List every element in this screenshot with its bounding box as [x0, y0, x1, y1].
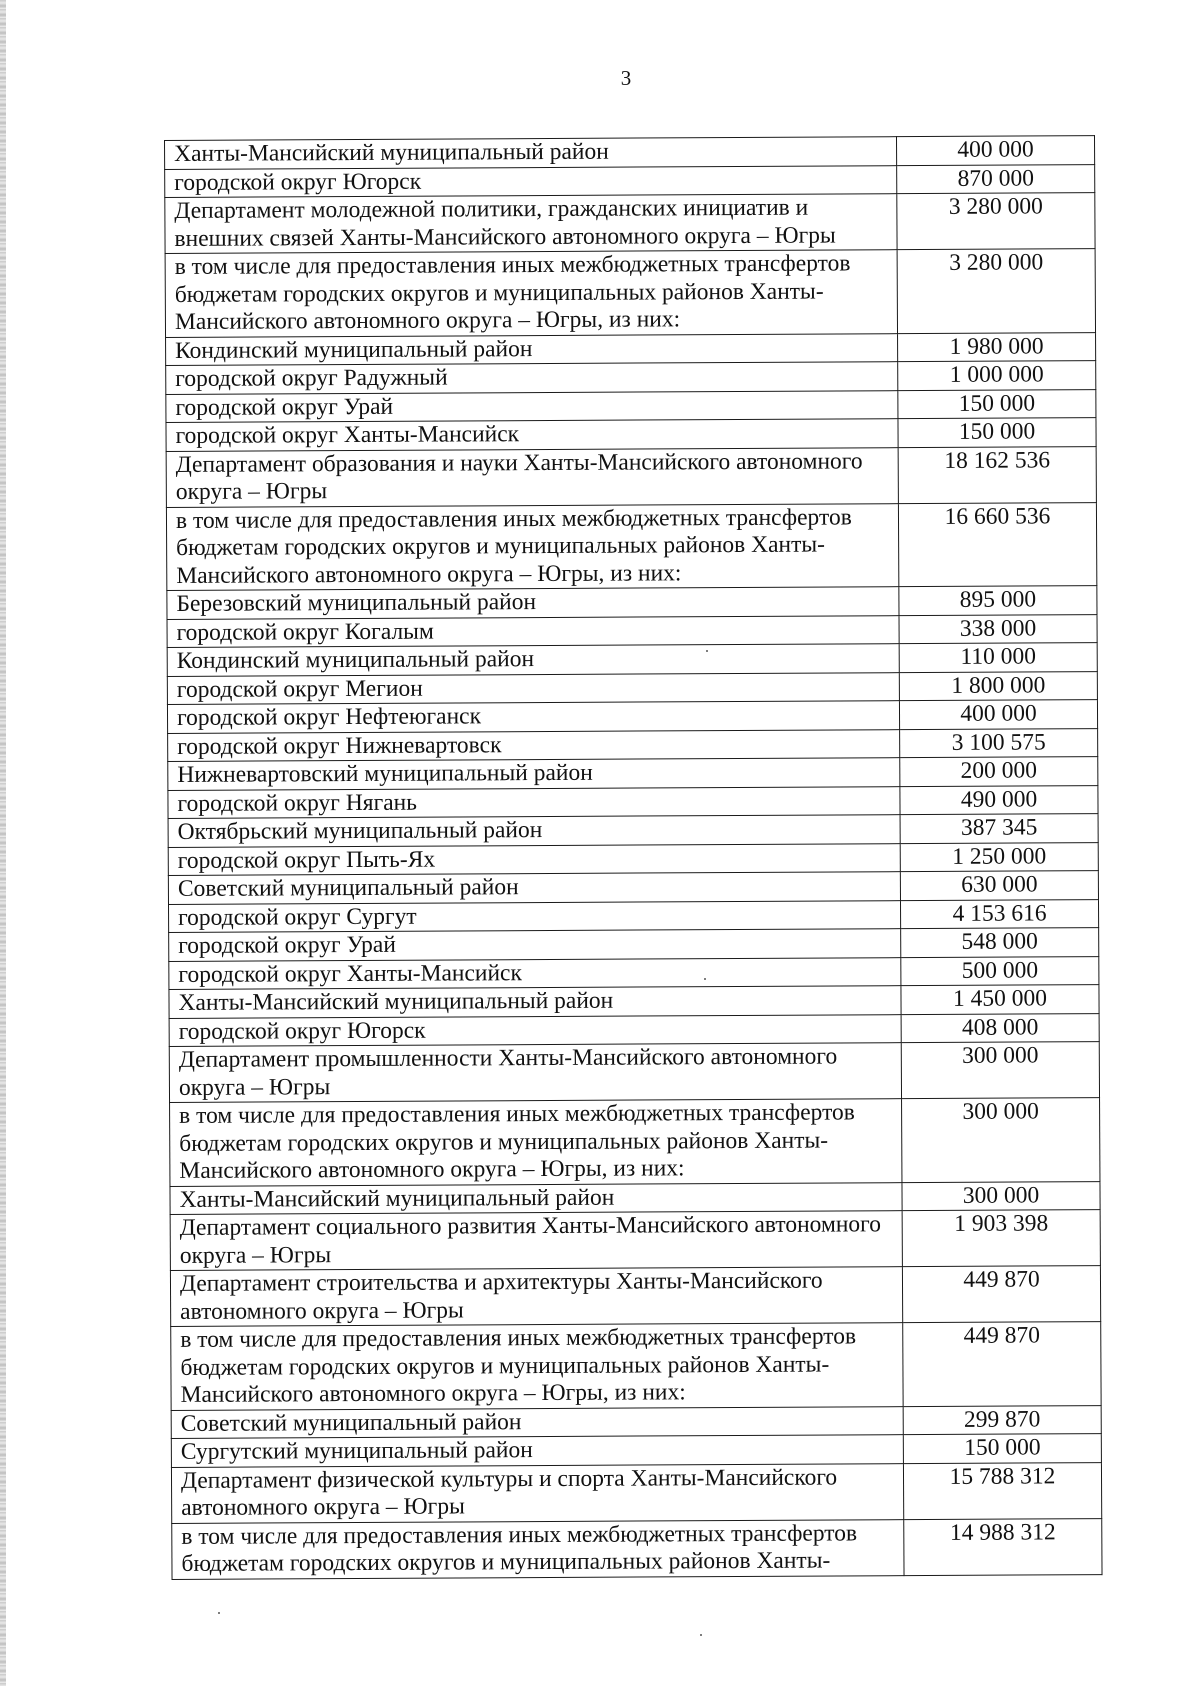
amount-value: 300 000 [902, 1181, 1100, 1211]
recipient-name: Кондинский муниципальный район [167, 644, 899, 676]
amount-value: 1 450 000 [901, 985, 1099, 1015]
recipient-name: Департамент промышленности Ханты-Мансийского автономного округа – Югры [169, 1043, 901, 1103]
allocation-table-container [164, 135, 1092, 1579]
table-row [172, 1518, 1102, 1579]
scan-speck [706, 650, 708, 652]
recipient-name: Департамент социального развития Ханты-Мансийского автономного округа – Югры [170, 1211, 902, 1271]
recipient-name: Ханты-Мансийский муниципальный район [169, 986, 901, 1018]
table-row [170, 1266, 1100, 1327]
recipient-name: Департамент молодежной политики, гражданских инициатив и внешних связей Ханты-Мансийского автономного округа – Югры [165, 194, 897, 254]
recipient-name: Советский муниципальный район [168, 872, 900, 904]
amount-value: 408 000 [901, 1013, 1099, 1043]
amount-value: 500 000 [901, 956, 1099, 986]
amount-value: 490 000 [900, 785, 1098, 815]
amount-value: 16 660 536 [898, 502, 1096, 587]
amount-value: 3 280 000 [897, 193, 1095, 250]
table-row [169, 985, 1099, 1018]
recipient-name: Березовский муниципальный район [167, 587, 899, 619]
amount-value: 4 153 616 [900, 899, 1098, 929]
amount-value: 150 000 [898, 389, 1096, 419]
recipient-name: Советский муниципальный район [171, 1406, 903, 1438]
amount-value: 895 000 [899, 586, 1097, 616]
scan-speck [700, 1634, 702, 1636]
recipient-name: Кондинский муниципальный район [166, 333, 898, 365]
amount-value: 1 250 000 [900, 842, 1098, 872]
recipient-name: городской округ Радужный [166, 362, 898, 394]
table-row [169, 899, 1099, 932]
recipient-name: городской округ Нефтеюганск [167, 701, 899, 733]
recipient-name: городской округ Ханты-Мансийск [166, 419, 898, 451]
scan-edge [0, 0, 6, 1686]
table-row [168, 728, 1098, 761]
table-row [170, 1210, 1100, 1271]
recipient-name: в том числе для предоставления иных межбюджетных трансфертов бюджетам городских округов и муниципальных районов Ханты-Мансийского автономного округа – Югры, из них: [166, 503, 898, 590]
recipient-name: городской округ Пыть-Ях [168, 843, 900, 875]
amount-value: 449 870 [903, 1322, 1101, 1407]
amount-value: 3 280 000 [897, 249, 1095, 334]
amount-value: 150 000 [903, 1434, 1101, 1464]
recipient-name: в том числе для предоставления иных межбюджетных трансфертов бюджетам городских округов и муниципальных районов Ханты- [172, 1519, 904, 1579]
page-number: 3 [620, 66, 632, 90]
amount-value: 200 000 [900, 757, 1098, 787]
amount-value: 300 000 [901, 1042, 1099, 1099]
table-row [165, 193, 1095, 254]
table-row [166, 332, 1096, 365]
recipient-name: в том числе для предоставления иных межбюджетных трансфертов бюджетам городских округов и муниципальных районов Ханты-Мансийского автономного округа – Югры, из них: [171, 1323, 903, 1410]
recipient-name: городской округ Сургут [169, 900, 901, 932]
table-row [169, 1042, 1099, 1103]
table-row [166, 361, 1096, 394]
table-row [171, 1322, 1101, 1410]
amount-value: 1 800 000 [899, 671, 1097, 701]
amount-value: 18 162 536 [898, 446, 1096, 503]
amount-value: 548 000 [901, 928, 1099, 958]
amount-value: 630 000 [900, 871, 1098, 901]
recipient-name: Сургутский муниципальный район [171, 1435, 903, 1467]
amount-value: 400 000 [899, 700, 1097, 730]
allocation-table-body [165, 136, 1103, 1579]
recipient-name: городской округ Ханты-Мансийск [169, 957, 901, 989]
recipient-name: Октябрьский муниципальный район [168, 815, 900, 847]
table-row [165, 249, 1095, 337]
recipient-name: в том числе для предоставления иных межбюджетных трансфертов бюджетам городских округов и муниципальных районов Ханты-Мансийского автономного округа – Югры, из них: [170, 1099, 902, 1186]
recipient-name: Департамент образования и науки Ханты-Мансийского автономного округа – Югры [166, 447, 898, 507]
amount-value: 387 345 [900, 814, 1098, 844]
recipient-name: городской округ Нижневартовск [168, 729, 900, 761]
recipient-name: городской округ Когалым [167, 615, 899, 647]
amount-value: 400 000 [896, 136, 1094, 166]
table-row [171, 1462, 1101, 1523]
recipient-name: городской округ Нягань [168, 786, 900, 818]
table-row [166, 446, 1096, 507]
amount-value: 150 000 [898, 418, 1096, 448]
amount-value: 14 988 312 [904, 1518, 1102, 1575]
amount-value: 15 788 312 [903, 1462, 1101, 1519]
amount-value: 300 000 [902, 1098, 1100, 1183]
scan-speck [218, 1612, 220, 1614]
amount-value: 1 980 000 [898, 332, 1096, 362]
table-row [167, 671, 1097, 704]
table-row [168, 842, 1098, 875]
allocation-table [164, 135, 1103, 1579]
amount-value: 1 903 398 [902, 1210, 1100, 1267]
recipient-name: Департамент физической культуры и спорта Ханты-Мансийского автономного округа – Югры [171, 1463, 903, 1523]
amount-value: 449 870 [902, 1266, 1100, 1323]
amount-value: 338 000 [899, 614, 1097, 644]
recipient-name: Ханты-Мансийский муниципальный район [170, 1182, 902, 1214]
recipient-name: Департамент строительства и архитектуры Ханты-Мансийского автономного округа – Югры [170, 1267, 902, 1327]
amount-value: 1 000 000 [898, 361, 1096, 391]
recipient-name: в том числе для предоставления иных межбюджетных трансфертов бюджетам городских округов и муниципальных районов Ханты-Мансийского автономного округа – Югры, из них: [165, 250, 897, 337]
table-row [166, 502, 1096, 590]
recipient-name: Ханты-Мансийский муниципальный район [165, 137, 897, 169]
table-row [170, 1098, 1100, 1186]
recipient-name: городской округ Югорск [165, 165, 897, 197]
scan-speck [704, 978, 706, 980]
amount-value: 110 000 [899, 643, 1097, 673]
amount-value: 870 000 [897, 164, 1095, 194]
recipient-name: городской округ Мегион [167, 672, 899, 704]
recipient-name: городской округ Урай [166, 390, 898, 422]
recipient-name: городской округ Урай [169, 929, 901, 961]
amount-value: 3 100 575 [900, 728, 1098, 758]
recipient-name: Нижневартовский муниципальный район [168, 758, 900, 790]
recipient-name: городской округ Югорск [169, 1014, 901, 1046]
amount-value: 299 870 [903, 1405, 1101, 1435]
